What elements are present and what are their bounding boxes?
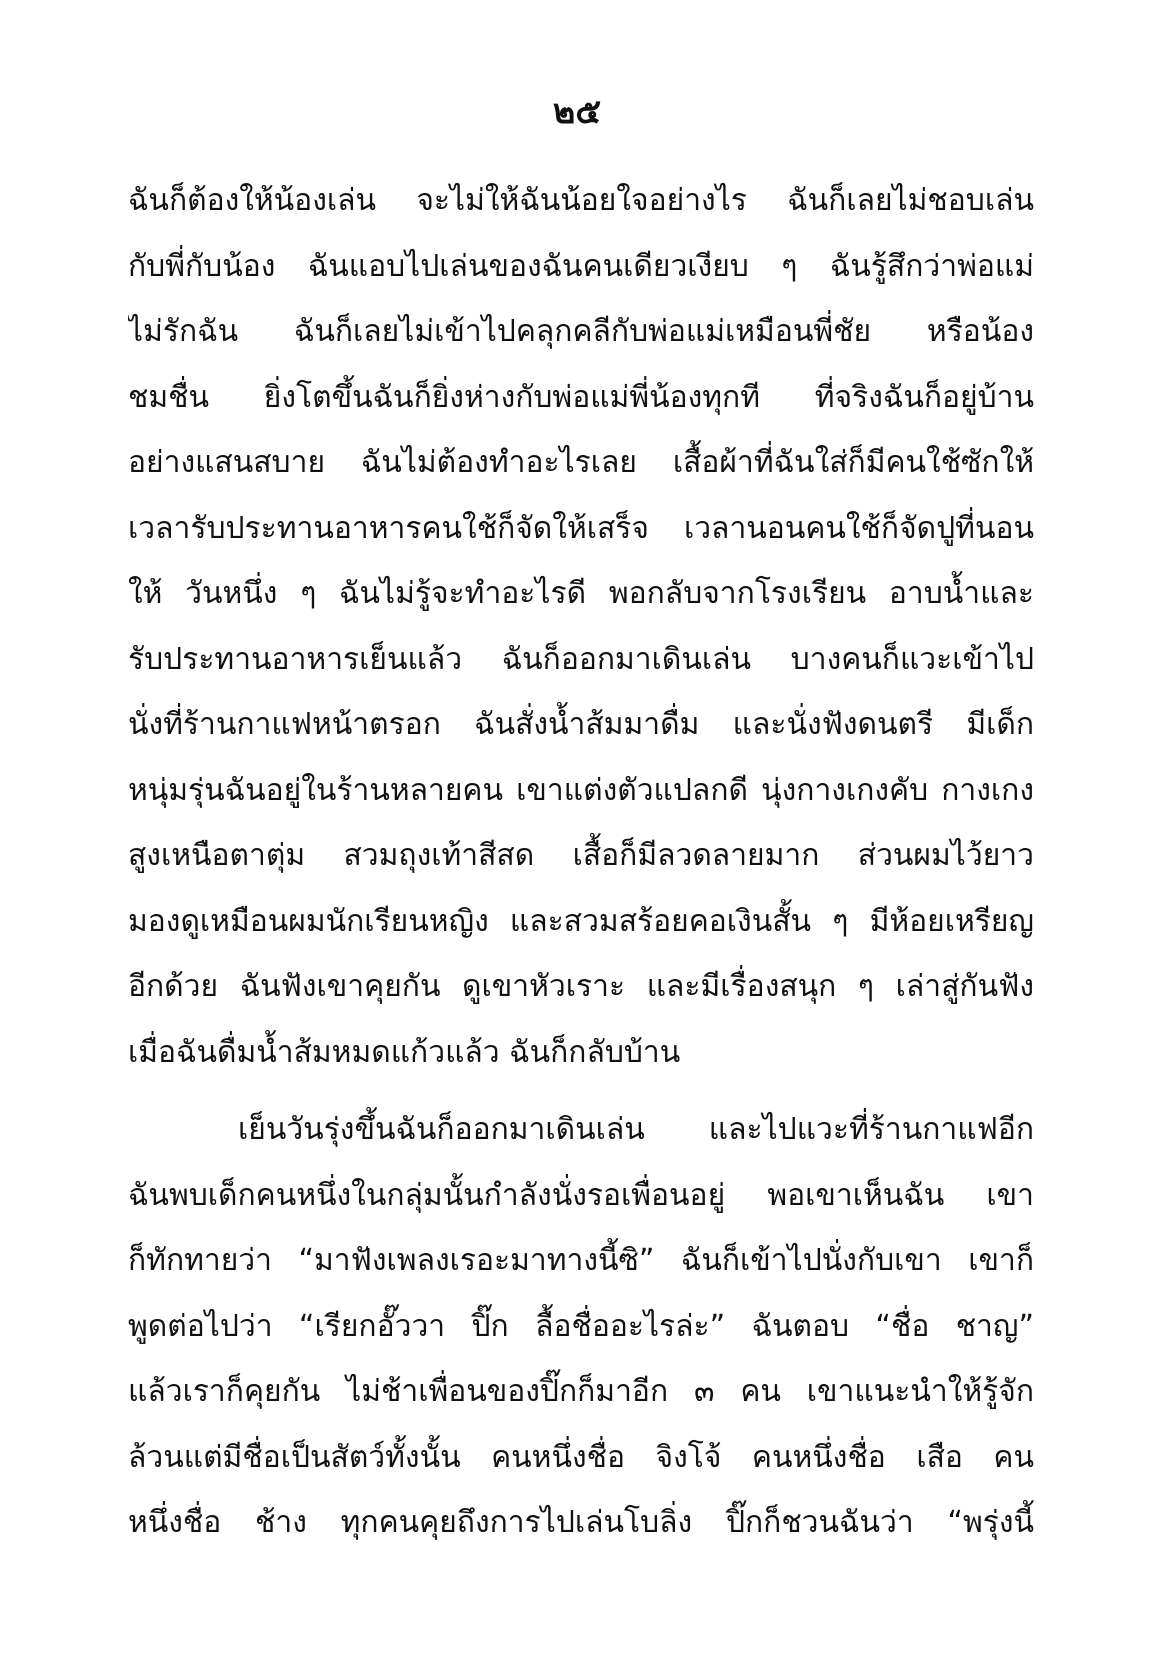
text-line: เมื่อฉันดื่มน้ำส้มหมดแก้วแล้ว ฉันก็กลับบ้าน <box>128 1034 681 1070</box>
text-line: ชมชื่น ยิ่งโตขึ้นฉันก็ยิ่งห่างกับพ่อแม่พี่น้องทุกที ที่จริงฉันก็อยู่บ้าน <box>128 379 1034 415</box>
paragraph <box>128 168 1034 1085</box>
page-number: ๒๕ <box>552 92 602 132</box>
paragraph-gap <box>128 1085 1034 1097</box>
text-line: หนุ่มรุ่นฉันอยู่ในร้านหลายคน เขาแต่งตัวแปลกดี นุ่งกางเกงคับ กางเกง <box>128 772 1034 808</box>
text-line: ฉันพบเด็กคนหนึ่งในกลุ่มนั้นกำลังนั่งรอเพื่อนอยู่ พอเขาเห็นฉัน เขา <box>128 1177 1034 1213</box>
paragraph <box>128 1097 1034 1556</box>
text-line: สูงเหนือตาตุ่ม สวมถุงเท้าสีสด เสื้อก็มีลวดลายมาก ส่วนผมไว้ยาว <box>128 838 1034 873</box>
text-line: หนึ่งชื่อ ช้าง ทุกคนคุยถึงการไปเล่นโบลิ่ง ปิ๊กก็ชวนฉันว่า “พรุ่งนี้ <box>128 1505 1034 1540</box>
text-line: อีกด้วย ฉันฟังเขาคุยกัน ดูเขาหัวเราะ และมีเรื่องสนุก ๆ เล่าสู่กันฟัง <box>128 969 1034 1004</box>
text-line: นั่งที่ร้านกาแฟหน้าตรอก ฉันสั่งน้ำส้มมาดื่ม และนั่งฟังดนตรี มีเด็ก <box>128 707 1034 742</box>
text-line: อย่างแสนสบาย ฉันไม่ต้องทำอะไรเลย เสื้อผ้าที่ฉันใส่ก็มีคนใช้ซักให้ <box>128 445 1034 480</box>
text-line: ล้วนแต่มีชื่อเป็นสัตว์ทั้งนั้น คนหนึ่งชื่อ จิงโจ้ คนหนึ่งชื่อ เสือ คน <box>128 1439 1034 1475</box>
text-line: กับพี่กับน้อง ฉันแอบไปเล่นของฉันคนเดียวเงียบ ๆ ฉันรู้สึกว่าพ่อแม่ <box>128 248 1034 284</box>
text-line: ฉันก็ต้องให้น้องเล่น จะไม่ให้ฉันน้อยใจอย่างไร ฉันก็เลยไม่ชอบเล่น <box>128 183 1034 218</box>
text-line: ไม่รักฉัน ฉันก็เลยไม่เข้าไปคลุกคลีกับพ่อแม่เหมือนพี่ชัย หรือน้อง <box>128 314 1034 349</box>
text-line: เย็นวันรุ่งขึ้นฉันก็ออกมาเดินเล่น และไปแวะที่ร้านกาแฟอีก <box>238 1112 1034 1147</box>
text-line: รับประทานอาหารเย็นแล้ว ฉันก็ออกมาเดินเล่น บางคนก็แวะเข้าไป <box>128 641 1034 677</box>
text-line: มองดูเหมือนผมนักเรียนหญิง และสวมสร้อยคอเงินสั้น ๆ มีห้อยเหรียญ <box>128 903 1034 939</box>
text-line: เวลารับประทานอาหารคนใช้ก็จัดให้เสร็จ เวลานอนคนใช้ก็จัดปูที่นอน <box>128 510 1034 546</box>
text-line: พูดต่อไปว่า “เรียกอั๊ววา ปิ๊ก ลื้อชื่ออะไรล่ะ” ฉันตอบ “ชื่อ ชาญ” <box>128 1308 1034 1344</box>
body-text <box>128 168 1034 1556</box>
text-line: แล้วเราก็คุยกัน ไม่ช้าเพื่อนของปิ๊กก็มาอีก ๓ คน เขาแนะนำให้รู้จัก <box>128 1374 1034 1409</box>
text-line: ให้ วันหนึ่ง ๆ ฉันไม่รู้จะทำอะไรดี พอกลับจากโรงเรียน อาบน้ำและ <box>128 576 1034 611</box>
text-line: ก็ทักทายว่า “มาฟังเพลงเรอะมาทางนี้ซิ” ฉันก็เข้าไปนั่งกับเขา เขาก็ <box>128 1243 1034 1278</box>
